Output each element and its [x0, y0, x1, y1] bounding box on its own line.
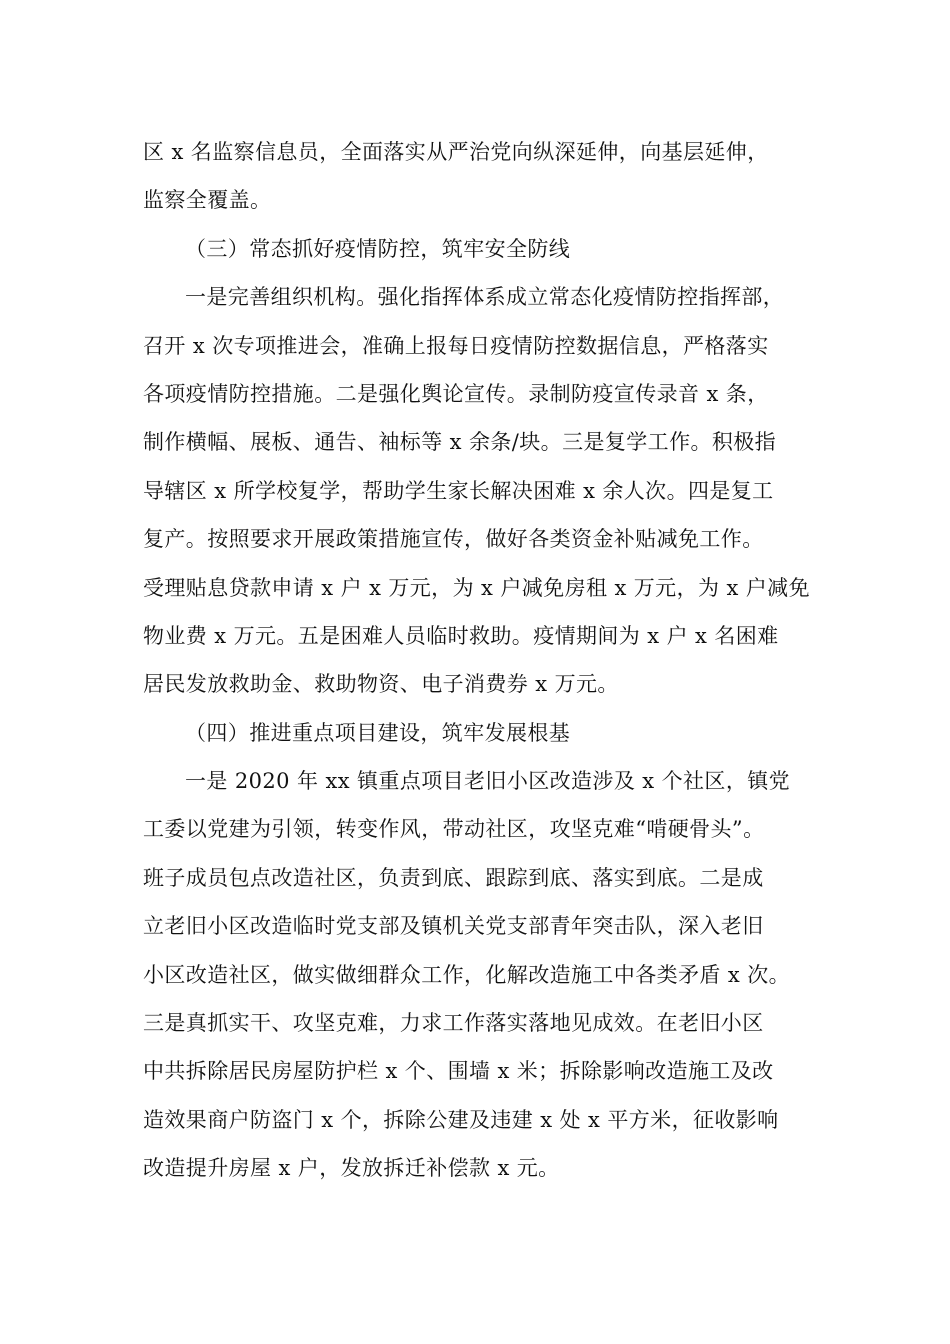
- paragraph-first-line: 一是完善组织机构。强化指挥体系成立常态化疫情防控指挥部，: [185, 285, 785, 310]
- document-body: [143, 128, 813, 1193]
- paragraph-first-line: 一是 2020 年 xx 镇重点项目老旧小区改造涉及 x 个社区，镇党: [185, 769, 791, 794]
- body-line: 召开 x 次专项推进会，准确上报每日疫情防控数据信息，严格落实: [143, 333, 769, 358]
- body-line: 导辖区 x 所学校复学，帮助学生家长解决困难 x 余人次。四是复工: [143, 478, 774, 503]
- body-line: 立老旧小区改造临时党支部及镇机关党支部青年突击队，深入老旧: [143, 914, 764, 939]
- body-line: 三是真抓实干、攻坚克难，力求工作落实落地见成效。在老旧小区: [143, 1011, 764, 1036]
- body-line: 复产。按照要求开展政策措施宣传，做好各类资金补贴减免工作。: [143, 527, 764, 552]
- section-heading-4: （四）推进重点项目建设，筑牢发展根基: [185, 720, 571, 745]
- body-line: 居民发放救助金、救助物资、电子消费券 x 万元。: [143, 672, 619, 697]
- body-line: 改造提升房屋 x 户，发放拆迁补偿款 x 元。: [143, 1156, 560, 1181]
- body-line: 物业费 x 万元。五是困难人员临时救助。疫情期间为 x 户 x 名困难: [143, 623, 779, 648]
- body-line: 区 x 名监察信息员，全面落实从严治党向纵深延伸，向基层延伸，: [143, 140, 769, 164]
- section-heading-3: （三）常态抓好疫情防控，筑牢安全防线: [185, 236, 571, 261]
- body-line: 工委以党建为引领，转变作风，带动社区，攻坚克难“啃硬骨头”。: [143, 817, 765, 842]
- body-line: 各项疫情防控措施。二是强化舆论宣传。录制防疫宣传录音 x 条，: [143, 381, 769, 406]
- body-line: 造效果商户防盗门 x 个，拆除公建及违建 x 处 x 平方米，征收影响: [143, 1107, 779, 1132]
- body-line: 小区改造社区，做实做细群众工作，化解改造施工中各类矛盾 x 次。: [143, 962, 790, 987]
- body-line: 监察全覆盖。: [143, 188, 272, 213]
- body-line: 制作横幅、展板、通告、袖标等 x 余条/块。三是复学工作。积极指: [143, 430, 777, 455]
- body-line: 中共拆除居民房屋防护栏 x 个、围墙 x 米；拆除影响改造施工及改: [143, 1059, 774, 1084]
- body-line: 班子成员包点改造社区，负责到底、跟踪到底、落实到底。二是成: [143, 865, 764, 890]
- body-line: 受理贴息贷款申请 x 户 x 万元，为 x 户减免房租 x 万元，为 x 户减免: [143, 575, 810, 600]
